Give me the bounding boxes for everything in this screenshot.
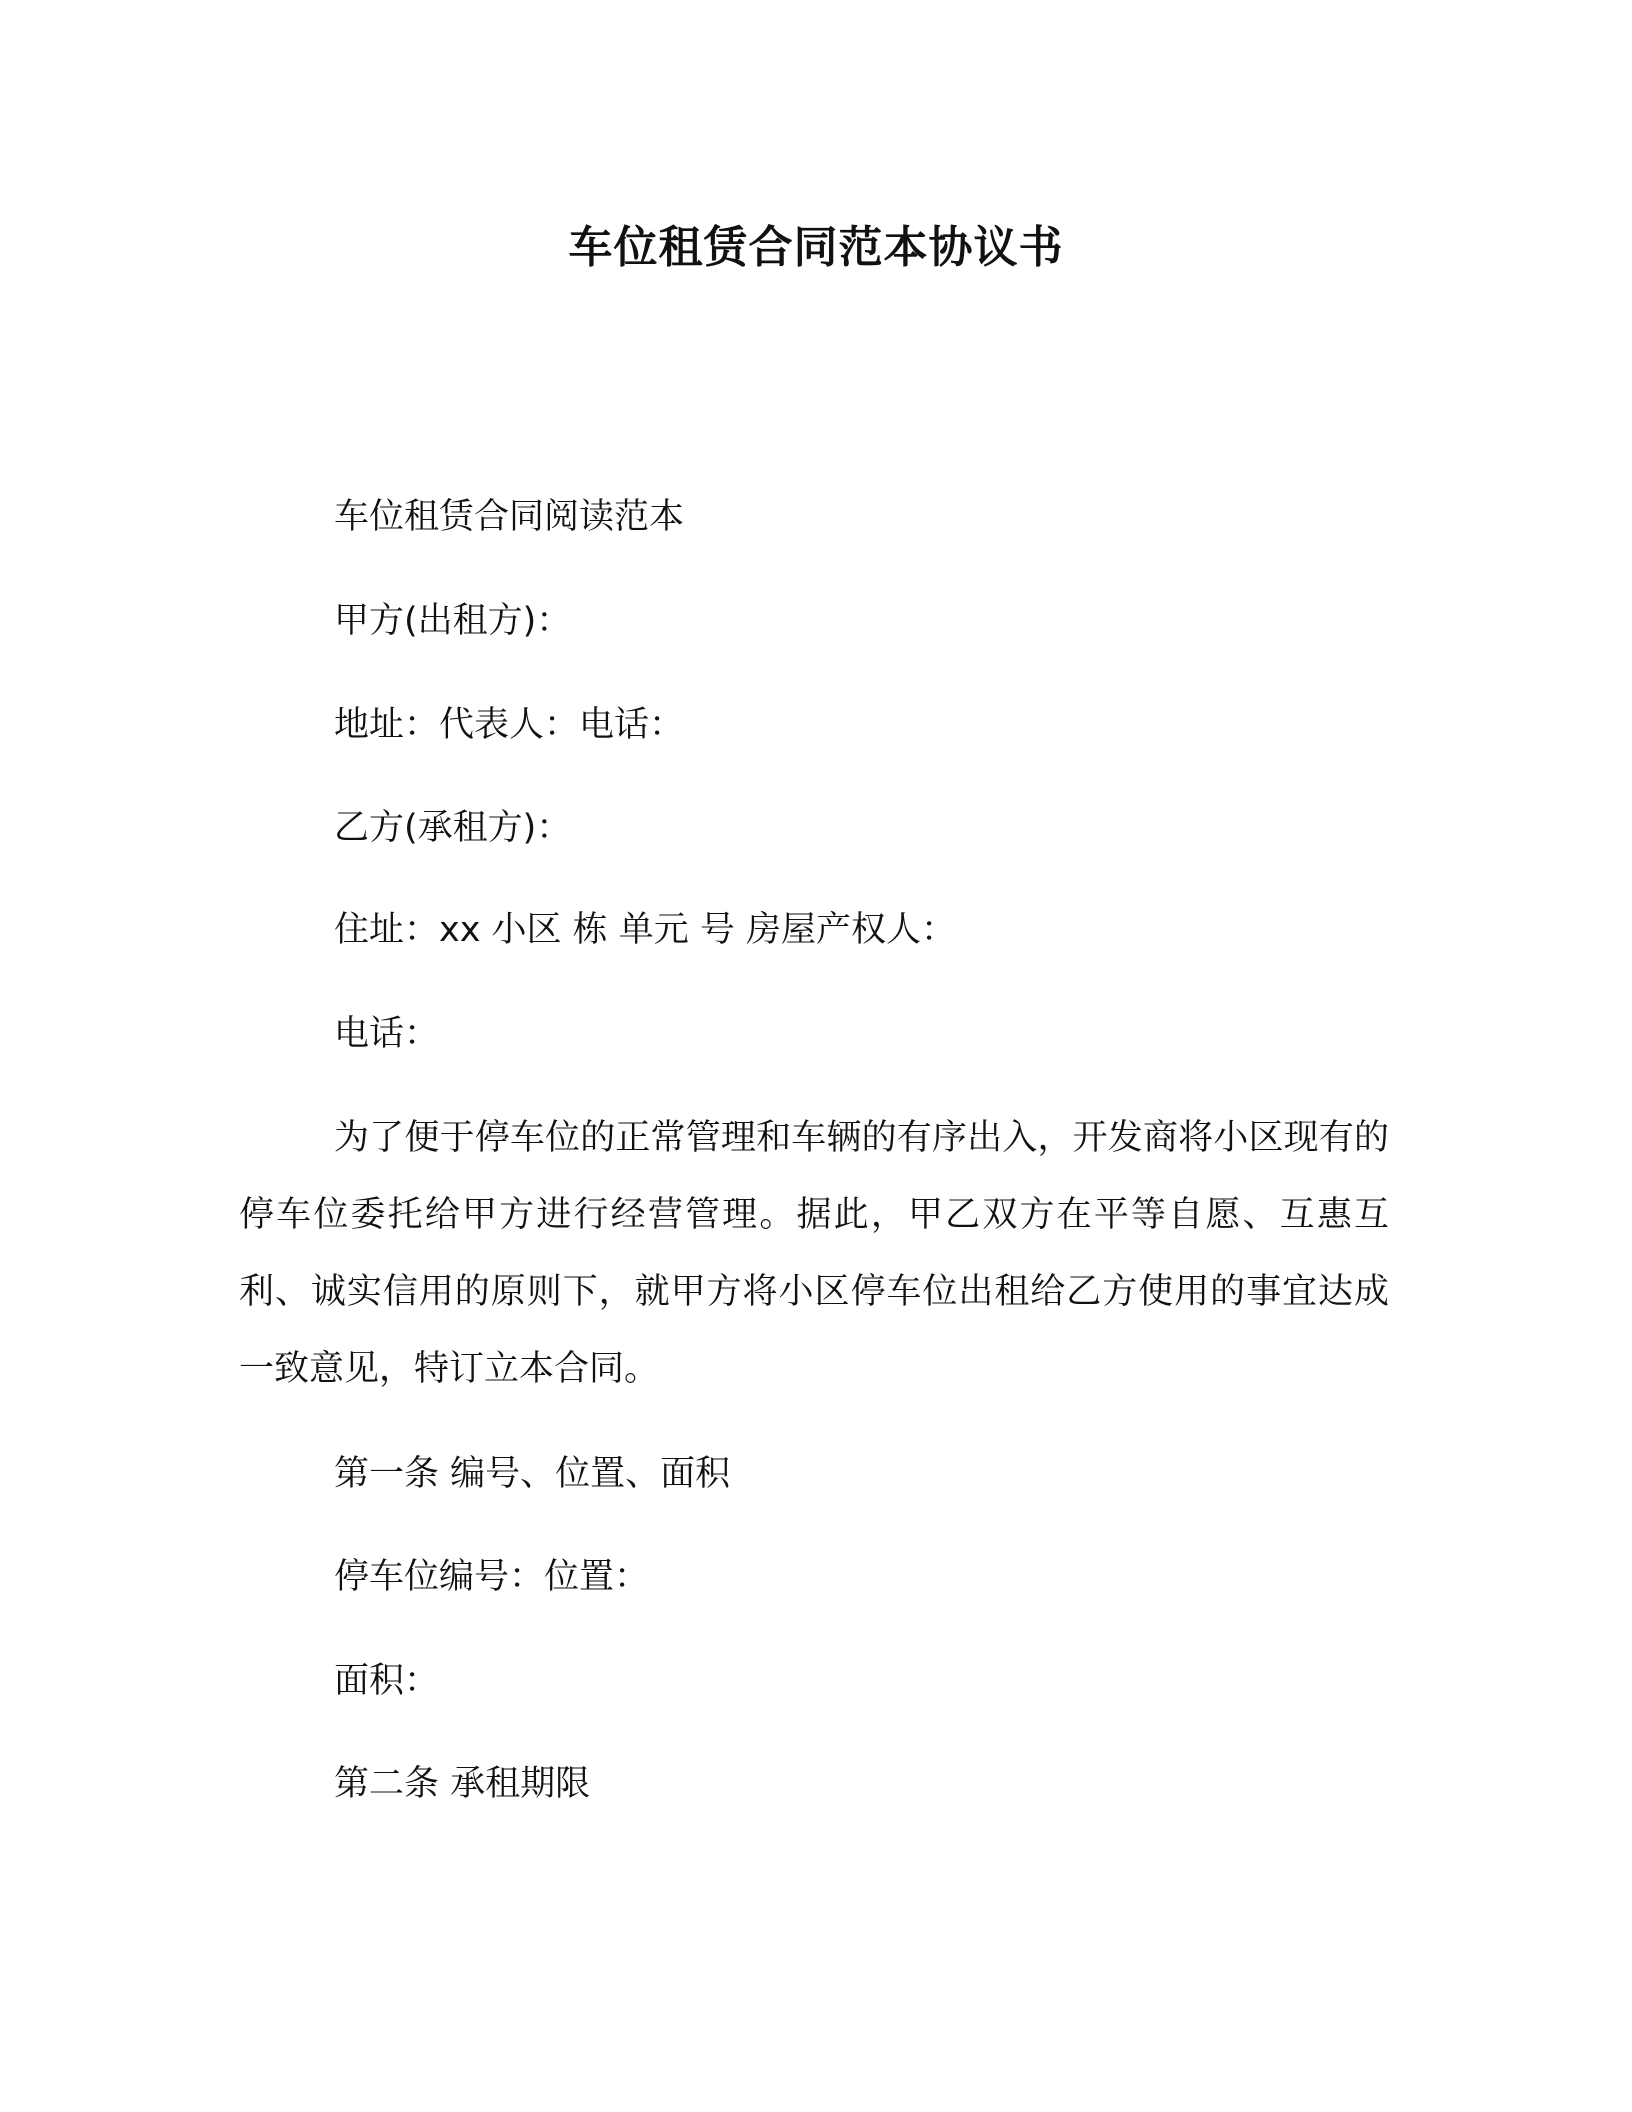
party-b-phone-line: 电话： [334, 1014, 440, 1054]
intro-paragraph: 为了便于停车位的正常管理和车辆的有序出入，开发商将小区现有的停车位委托给甲方进行经营管理。据此，甲乙双方在平等自愿、互惠互利、诚实信用的原则下，就甲方将小区停车位出租给乙方使用的事宜达成一致意见，特订立本合同。 [239, 1118, 1389, 1389]
party-a-contact-line: 地址：代表人：电话： [334, 705, 685, 745]
area-line: 面积： [334, 1661, 440, 1701]
parking-number-line: 停车位编号：位置： [334, 1557, 650, 1597]
article-2-heading: 第二条 承租期限 [334, 1764, 591, 1804]
document-title: 车位租赁合同范本协议书 [568, 222, 1064, 273]
party-b-line: 乙方(承租方)： [334, 808, 572, 848]
article-1-heading: 第一条 编号、位置、面积 [334, 1454, 731, 1494]
party-a-line: 甲方(出租方)： [334, 601, 572, 641]
subtitle-line: 车位租赁合同阅读范本 [334, 497, 685, 537]
party-b-address-line: 住址：xx 小区 栋 单元 号 房屋产权人： [334, 910, 957, 950]
